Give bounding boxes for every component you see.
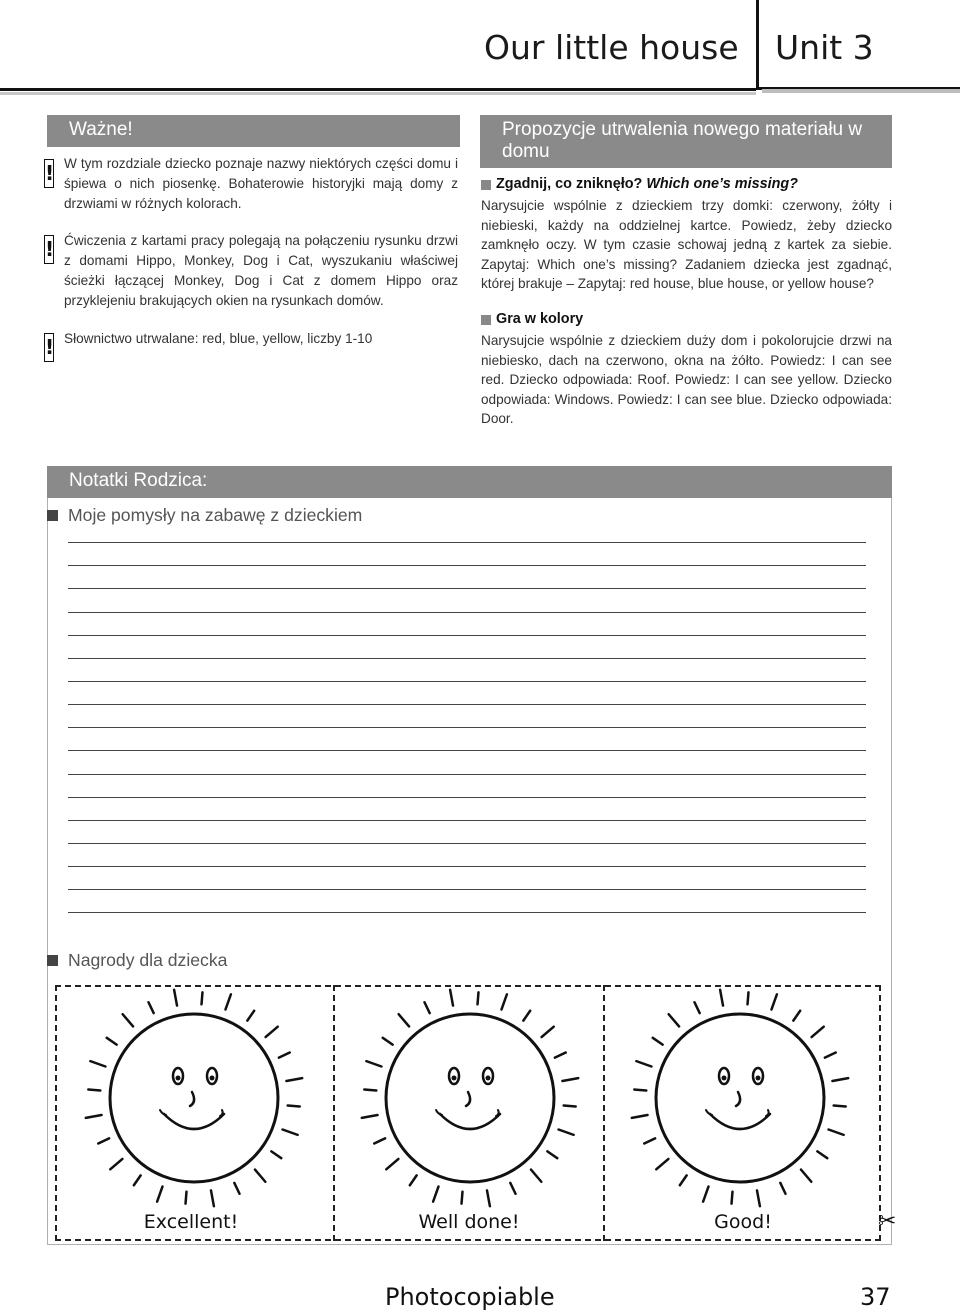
writing-line[interactable] [68, 520, 866, 543]
sun-ray [226, 994, 231, 1009]
activity-2-title: Gra w kolory [496, 311, 584, 327]
sun-smile-corners [706, 1110, 769, 1116]
sun-ray [834, 1106, 846, 1107]
header-rule [0, 88, 756, 91]
sun-ray [157, 1187, 162, 1202]
sun-ray [286, 1078, 302, 1081]
award-label-good: Good! [714, 1211, 772, 1233]
sun-ray [636, 1061, 651, 1066]
sun-ray [202, 992, 203, 1004]
writing-line[interactable] [68, 566, 866, 589]
sun-smile [710, 1114, 770, 1129]
sun-ray [478, 992, 479, 1004]
important-note-1: W tym rozdziale dziecko poznaje nazwy niektórych części domu i śpiewa o nich piosenkę. Bohaterowie historyjki mają domy z drzwiami w różnych kolorach. [64, 156, 458, 211]
writing-line[interactable] [68, 636, 866, 659]
sun-ray [366, 1061, 381, 1066]
sun-ray [555, 1053, 566, 1058]
bullet-square-icon [481, 180, 491, 190]
sun-ray [433, 1187, 438, 1202]
smiling-sun-icon [57, 988, 331, 1218]
writing-line[interactable] [68, 728, 866, 751]
sun-ray [502, 994, 507, 1009]
scissors-icon: ✂ [878, 1208, 897, 1233]
sun-nose [466, 1092, 470, 1106]
bullet-square-icon [47, 510, 58, 521]
sun-ray [632, 1115, 648, 1118]
photocopiable-label: Photocopiable [385, 1283, 555, 1311]
bullet-square-icon [47, 955, 58, 966]
sun-ray [450, 990, 453, 1006]
home-ideas-heading: Propozycje utrwalenia nowego materiału w domu [480, 115, 892, 168]
writing-line[interactable] [68, 705, 866, 728]
sun-ray [680, 1175, 687, 1185]
sun-ray [653, 1038, 663, 1045]
unit-label: Unit 3 [775, 28, 874, 67]
sun-smile-corners [160, 1110, 223, 1116]
smiling-sun-icon [333, 988, 607, 1218]
activity-1-text: Narysujcie wspólnie z dzieckiem trzy domki: czerwony, żółty i niebieski, każdy na oddzielnej kartce. Powiedz, żeby dziecko zamknęło oczy. W tym czasie schowaj jedną z kartek za siebie. Zapytaj: Which one’s missing? Zadaniem dziecka jest zgadnąć, której brakuje – Zapytaj: red house, blue house, or yellow house? [481, 198, 892, 292]
sun-ray [510, 1183, 515, 1194]
sun-pupil [452, 1076, 457, 1081]
sun-pupil [210, 1076, 215, 1081]
sun-pupil [756, 1076, 761, 1081]
exclamation-icon: ! [44, 333, 54, 362]
sun-ray [634, 1090, 646, 1091]
sun-ray [425, 1002, 430, 1013]
sun-nose [736, 1092, 740, 1106]
bullet-square-icon [481, 315, 491, 325]
sun-ray [123, 1014, 133, 1026]
sun-ray [383, 1038, 393, 1045]
rewards-heading: Nagrody dla dziecka [68, 950, 228, 970]
activity-2-text: Narysujcie wspólnie z dzieckiem duży dom i pokolorujcie drzwi na niebiesko, dach na czerwono, okna na żółto. Powiedz: I can see red. Dziecko odpowiada: Roof. Powiedz: I can see yellow. Dziecko odpowiada: Windows. Powiedz: I can see blue. Dziecko odpowiada: Door. [481, 333, 892, 427]
header-rule-shadow [0, 92, 756, 95]
writing-line[interactable] [68, 543, 866, 566]
sun-ray [748, 992, 749, 1004]
sun-ray [825, 1053, 836, 1058]
award-label-well-done: Well done! [418, 1211, 520, 1233]
sun-smile [440, 1114, 500, 1129]
sun-ray [288, 1106, 300, 1107]
important-heading: Ważne! [47, 115, 460, 147]
sun-ray [732, 1192, 733, 1204]
parent-notes-heading: Notatki Rodzica: [47, 466, 892, 498]
sun-ray [832, 1078, 848, 1081]
sun-ray [410, 1175, 417, 1185]
sun-ray [523, 1011, 530, 1021]
sun-ray [247, 1011, 254, 1021]
reward-card-well-done [333, 988, 607, 1218]
sun-ray [271, 1151, 281, 1158]
sun-ray [780, 1183, 785, 1194]
page-number: 37 [860, 1283, 891, 1311]
sun-ray [462, 1192, 463, 1204]
sun-ray [757, 1190, 760, 1206]
sun-ray [279, 1053, 290, 1058]
important-note-3: Słownictwo utrwalane: red, blue, yellow, liczby 1-10 [64, 331, 373, 346]
smiling-sun-icon [603, 988, 877, 1218]
sun-ray [86, 1115, 102, 1118]
sun-ray [364, 1090, 376, 1091]
sun-smile [164, 1114, 224, 1129]
sun-ray [266, 1027, 278, 1037]
sun-ray [110, 1159, 122, 1169]
sun-ray [399, 1014, 409, 1026]
writing-line[interactable] [68, 659, 866, 682]
important-note-2: Ćwiczenia z kartami pracy polegają na połączeniu rysunku drzwi z domami Hippo, Monkey, Dog i Cat, wyszukaniu właściwej ścieżki łączącej Monkey, Dog i Cat z domem Hippo oraz przyklejeniu brakujących okien na rysunkach domów. [64, 233, 458, 308]
writing-line[interactable] [68, 890, 866, 913]
page-title: Our little house [484, 28, 739, 67]
sun-ray [134, 1175, 141, 1185]
sun-ray [374, 1138, 385, 1143]
writing-line[interactable] [68, 821, 866, 844]
sun-ray [817, 1151, 827, 1158]
sun-ray [793, 1011, 800, 1021]
sun-ray [386, 1159, 398, 1169]
writing-line[interactable] [68, 775, 866, 798]
sun-ray [562, 1078, 578, 1081]
writing-line[interactable] [68, 613, 866, 636]
sun-ray [283, 1130, 298, 1135]
sun-ray [812, 1027, 824, 1037]
sun-ray [149, 1002, 154, 1013]
writing-line[interactable] [68, 798, 866, 821]
activity-1-title: Zgadnij, co zniknęło? Which one’s missing? [496, 176, 798, 192]
award-label-excellent: Excellent! [143, 1211, 239, 1233]
sun-ray [564, 1106, 576, 1107]
sun-ray [174, 990, 177, 1006]
exclamation-icon: ! [44, 235, 54, 264]
writing-line[interactable] [68, 844, 866, 867]
sun-ray [644, 1138, 655, 1143]
exclamation-icon: ! [44, 159, 54, 188]
sun-ray [559, 1130, 574, 1135]
sun-ray [234, 1183, 239, 1194]
sun-nose [190, 1092, 194, 1106]
activity-1-title-en: Which one’s missing? [646, 176, 798, 192]
sun-ray [186, 1192, 187, 1204]
sun-smile-corners [436, 1110, 499, 1116]
sun-ray [669, 1014, 679, 1026]
reward-card-good [603, 988, 877, 1218]
sun-ray [542, 1027, 554, 1037]
sun-ray [362, 1115, 378, 1118]
sun-ray [211, 1190, 214, 1206]
writing-line[interactable] [68, 751, 866, 774]
reward-card-excellent [57, 988, 331, 1218]
sun-ray [695, 1002, 700, 1013]
sun-ray [98, 1138, 109, 1143]
writing-line[interactable] [68, 867, 866, 890]
sun-ray [703, 1187, 708, 1202]
writing-line[interactable] [68, 589, 866, 612]
sun-ray [88, 1090, 100, 1091]
sun-ray [531, 1170, 541, 1182]
sun-ray [829, 1130, 844, 1135]
sun-ray [255, 1170, 265, 1182]
sun-pupil [176, 1076, 181, 1081]
writing-lines[interactable] [68, 520, 866, 913]
sun-ray [801, 1170, 811, 1182]
sun-ray [107, 1038, 117, 1045]
writing-line[interactable] [68, 682, 866, 705]
sun-ray [487, 1190, 490, 1206]
sun-ray [547, 1151, 557, 1158]
sun-pupil [486, 1076, 491, 1081]
sun-ray [720, 990, 723, 1006]
sun-ray [90, 1061, 105, 1066]
sun-ray [656, 1159, 668, 1169]
ideas-heading: Moje pomysły na zabawę z dzieckiem [68, 505, 363, 525]
sun-pupil [722, 1076, 727, 1081]
sun-ray [772, 994, 777, 1009]
